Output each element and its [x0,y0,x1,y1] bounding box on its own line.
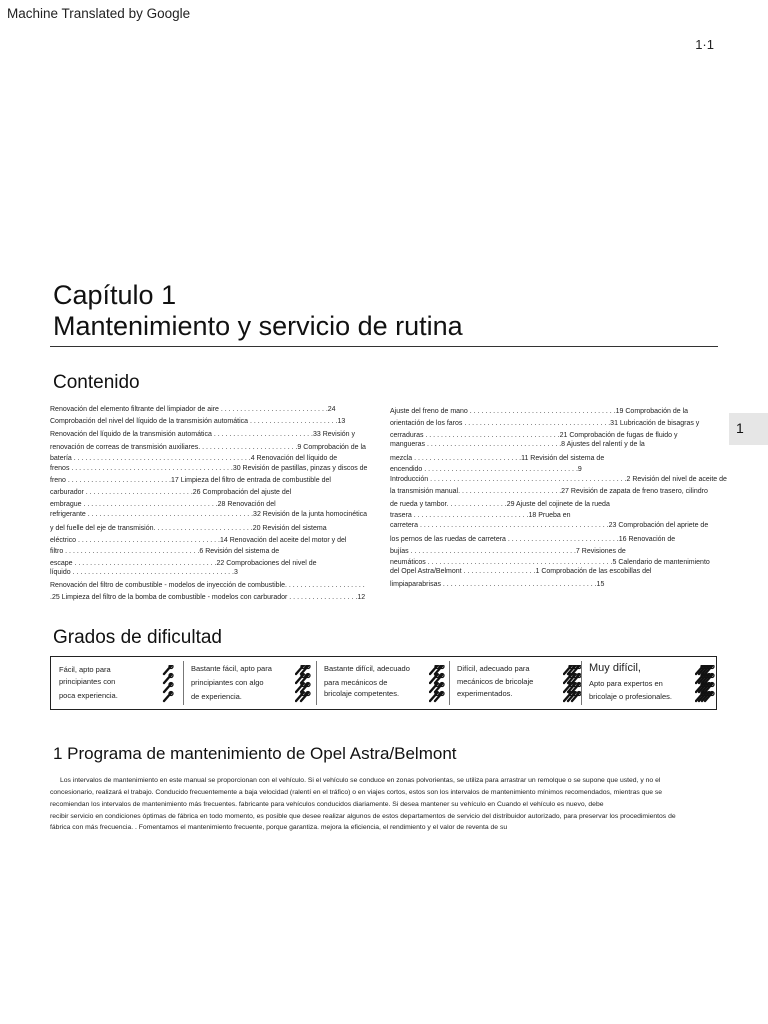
program-heading: 1 Programa de mantenimiento de Opel Astra/Belmont [53,744,457,763]
difficulty-text: bricolaje competentes. [324,689,400,698]
toc-entry[interactable]: líquido . . . . . . . . . . . . . . . . . . . . . . . . . . . . . . . . . . . . . . . . . .3 [50,569,238,576]
difficulty-text: Muy difícil, [589,662,641,674]
difficulty-text: experimentados. [457,689,513,698]
toc-entry[interactable]: bujías . . . . . . . . . . . . . . . . . . . . . . . . . . . . . . . . . . . . . . . . . . .7 Revisiones de [390,548,626,555]
toc-entry[interactable]: freno . . . . . . . . . . . . . . . . . . . . . . . . . . .17 Limpieza del filtro de entrada de combustible del [50,477,331,484]
paragraph-line: fábrica con más frecuencia. . Fomentamos el mantenimiento frecuente, porque garantiza. mejora la eficiencia, el rendimiento y el valor de reventa de su [50,824,508,831]
toc-entry[interactable]: carburador . . . . . . . . . . . . . . . . . . . . . . . . . . . .26 Comprobación del ajuste del [50,489,292,496]
toc-entry[interactable]: filtro . . . . . . . . . . . . . . . . . . . . . . . . . . . . . . . . . . .6 Revisión del sistema de [50,548,280,555]
wrench-icon [563,665,581,703]
toc-entry[interactable]: refrigerante . . . . . . . . . . . . . . . . . . . . . . . . . . . . . . . . . . . . . . . . . . .32 Revisión de la junta homocinética [50,511,368,518]
difficulty-text: bricolaje o profesionales. [589,692,672,701]
toc-entry[interactable]: cerraduras . . . . . . . . . . . . . . . . . . . . . . . . . . . . . . . . . . .21 Comprobación de fugas de fluido y [390,432,678,439]
toc-entry[interactable]: neumáticos . . . . . . . . . . . . . . . . . . . . . . . . . . . . . . . . . . . . . . . . . . . . . . . .5 Calendario de mantenimiento [390,559,710,566]
difficulty-text: Fácil, apto para [59,665,111,674]
toc-entry[interactable]: frenos . . . . . . . . . . . . . . . . . . . . . . . . . . . . . . . . . . . . . . . . . .30 Revisión de pastillas, pinzas y discos de [50,465,368,472]
difficulty-text: principiantes con [59,677,116,686]
toc-entry[interactable]: Renovación del elemento filtrante del limpiador de aire . . . . . . . . . . . . . . . . . . . . . . . . . . . .24 [50,406,336,413]
chapter-name: Mantenimiento y servicio de rutina [53,311,463,341]
paragraph-line: recibir servicio en condiciones óptimas de fábrica en todo momento, es posible que desee realizar algunos de estos departamentos de servicio del distribuidor autorizado, para preservar los procedimientos de [50,813,676,820]
chapter-tab [729,413,768,445]
difficulty-level-3 [316,657,449,709]
cell-divider [316,661,317,705]
contents-heading: Contenido [53,372,140,393]
toc-entry[interactable]: carretera . . . . . . . . . . . . . . . . . . . . . . . . . . . . . . . . . . . . . . . . . . . . . . . . .23 Comprobación del apriete de [390,522,709,529]
page-number: 1·1 [695,37,714,52]
toc-entry[interactable]: Comprobación del nivel del líquido de la transmisión automática . . . . . . . . . . . . . . . . . . . . . . .13 [50,418,346,425]
wrench-icon [161,665,175,703]
difficulty-text: poca experiencia. [59,691,118,700]
toc-entry[interactable]: escape . . . . . . . . . . . . . . . . . . . . . . . . . . . . . . . . . . . . .22 Comprobaciones del nivel de [50,560,317,567]
toc-entry[interactable]: Introducción . . . . . . . . . . . . . . . . . . . . . . . . . . . . . . . . . . . . . . . . . . . . . . . . . . .2 Revisión del nivel de aceite de [390,476,727,483]
toc-entry[interactable]: batería . . . . . . . . . . . . . . . . . . . . . . . . . . . . . . . . . . . . . . . . . . . . . .4 Renovación del líquido de [50,455,338,462]
difficulty-level-5 [581,657,716,709]
cell-divider [183,661,184,705]
toc-entry[interactable]: la transmisión manual. . . . . . . . . . . . . . . . . . . . . . . . . . .27 Revisión de zapata de freno trasero, cilindro [390,488,708,495]
toc-entry[interactable]: mezcla . . . . . . . . . . . . . . . . . . . . . . . . . . . .11 Revisión del sistema de [390,455,605,462]
machine-translation-banner: Machine Translated by Google [7,6,191,21]
wrench-icon [429,665,447,703]
toc-entry[interactable]: Renovación del filtro de combustible - modelos de inyección de combustible. . . . . . . . . . . . . . . . . . . . . [50,582,365,589]
difficulty-text: de experiencia. [191,692,242,701]
cell-divider [581,661,582,705]
toc-entry[interactable]: trasera . . . . . . . . . . . . . . . . . . . . . . . . . . . . . .18 Prueba en [390,512,571,519]
wrench-icon [295,665,313,703]
title-divider [50,346,718,347]
toc-entry[interactable]: .25 Limpieza del filtro de la bomba de combustible - modelos con carburador . . . . . . . . . . . . . . . . . .12 [50,594,366,601]
difficulty-level-1 [51,657,183,709]
difficulty-text: para mecánicos de [324,678,388,687]
difficulty-text: principiantes con algo [191,678,264,687]
toc-entry[interactable]: limpiaparabrisas . . . . . . . . . . . . . . . . . . . . . . . . . . . . . . . . . . . . . . . .15 [390,581,605,588]
toc-entry[interactable]: eléctrico . . . . . . . . . . . . . . . . . . . . . . . . . . . . . . . . . . . . .14 Renovación del aceite del motor y del [50,537,347,544]
toc-entry[interactable]: embrague . . . . . . . . . . . . . . . . . . . . . . . . . . . . . . . . . . .28 Renovación del [50,501,276,508]
wrench-icon [695,665,715,703]
toc-entry[interactable]: Ajuste del freno de mano . . . . . . . . . . . . . . . . . . . . . . . . . . . . . . . . . . . . . .19 Comprobación de la [390,408,689,415]
cell-divider [449,661,450,705]
toc-entry[interactable]: y del fuelle del eje de transmisión. . . . . . . . . . . . . . . . . . . . . . . . . .20 Revisión del sistema [50,525,327,532]
toc-entry[interactable]: de rueda y tambor. . . . . . . . . . . . . . . .29 Ajuste del cojinete de la rueda [390,501,610,508]
chapter-number: Capítulo 1 [53,280,177,310]
paragraph-line: Los intervalos de mantenimiento en este manual se proporcionan con el vehículo. Si el vehículo se conduce en zonas polvorientas, se utiliza para arrastrar un remolque o se supone que usted, y no el [60,777,661,784]
toc-entry[interactable]: renovación de correas de transmisión auxiliares. . . . . . . . . . . . . . . . . . . . . . . . . .9 Comprobación de la [50,444,366,451]
toc-entry[interactable]: orientación de los faros . . . . . . . . . . . . . . . . . . . . . . . . . . . . . . . . . . . . . .31 Lubricación de bisagras y [390,420,700,427]
difficulty-text: mecánicos de bricolaje [457,677,534,686]
toc-entry[interactable]: encendido . . . . . . . . . . . . . . . . . . . . . . . . . . . . . . . . . . . . . . . .9 [390,466,582,473]
difficulty-text: Bastante fácil, apto para [191,664,272,673]
difficulty-text: Bastante difícil, adecuado [324,664,410,673]
difficulty-heading: Grados de dificultad [53,627,222,648]
toc-entry[interactable]: Renovación del líquido de la transmisión automática . . . . . . . . . . . . . . . . . . . . . . . . . .33 Revisión y [50,431,356,438]
difficulty-level-2 [183,657,316,709]
toc-entry[interactable]: los pernos de las ruedas de carretera . . . . . . . . . . . . . . . . . . . . . . . . . . . . .16 Renovación de [390,536,676,543]
paragraph-line: recomiendan los intervalos de mantenimiento más frecuentes. fabricante para vehículos conducidos diariamente. Si desea mantener su vehículo en Cuando el vehículo es nuevo, debe [50,801,604,808]
difficulty-text: Apto para expertos en [589,679,663,688]
difficulty-table [50,656,717,710]
paragraph-line: concesionario, realizará el trabajo. Conducido frecuentemente a baja velocidad (ralentí en el tráfico) o en viajes cortos, estos son los intervalos de mantenimiento mínimos recomendados, mientras que se [50,789,663,796]
chapter-title [53,280,463,342]
difficulty-text: Difícil, adecuado para [457,664,530,673]
chapter-tab-number: 1 [736,420,744,436]
toc-entry[interactable]: mangueras . . . . . . . . . . . . . . . . . . . . . . . . . . . . . . . . . . .8 Ajustes del ralentí y de la [390,441,645,448]
toc-entry[interactable]: del Opel Astra/Belmont . . . . . . . . . . . . . . . . . . .1 Comprobación de las escobillas del [390,568,652,575]
difficulty-level-4 [449,657,581,709]
